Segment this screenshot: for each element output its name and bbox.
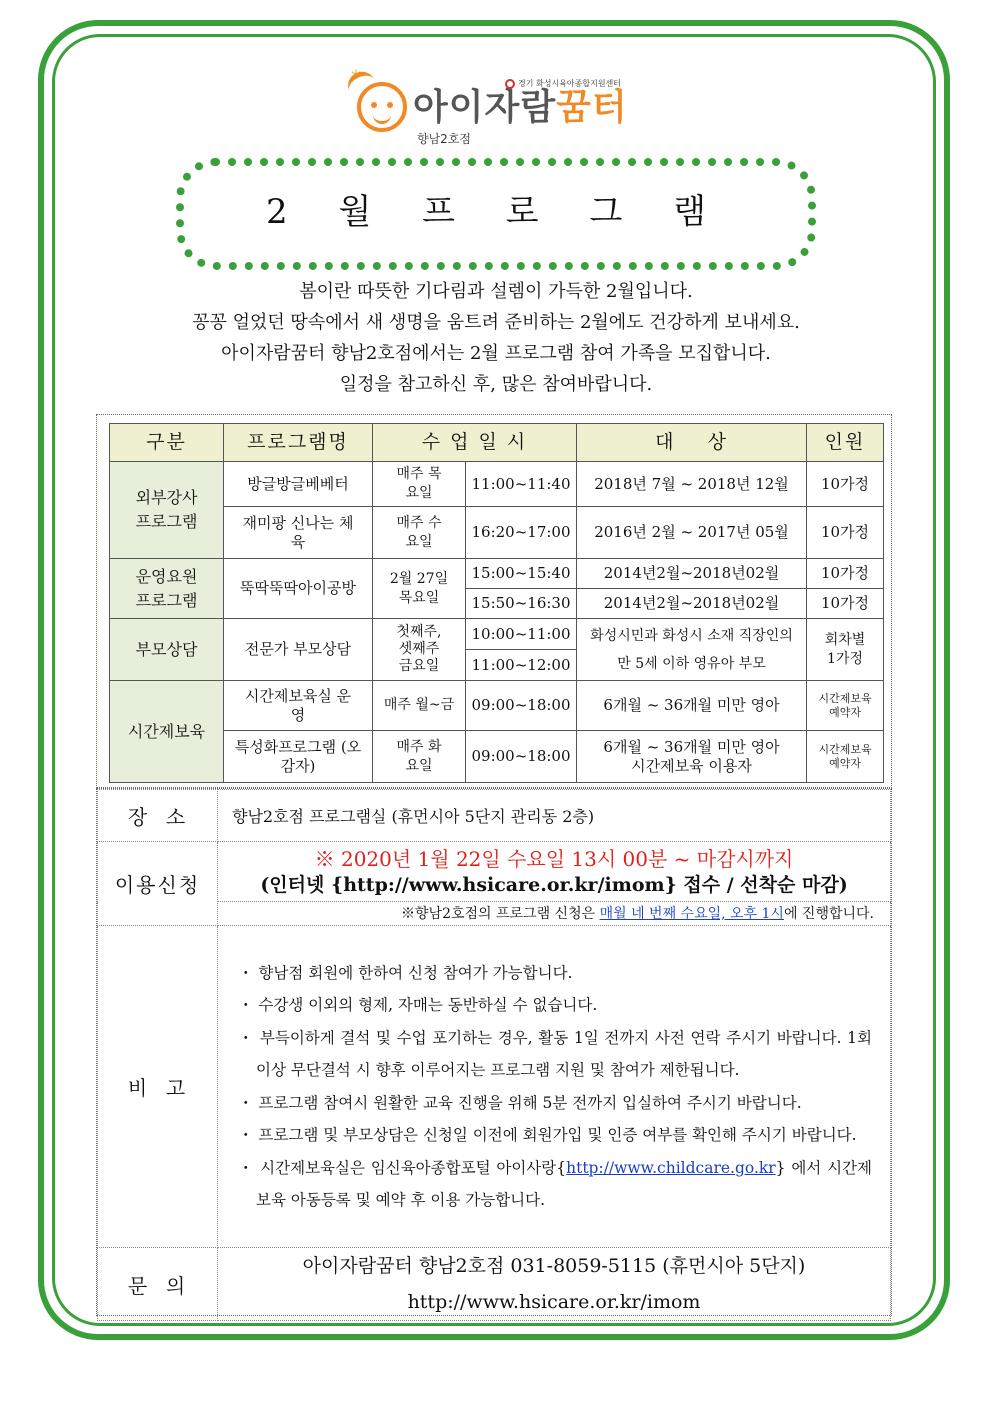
intro-line: 봄이란 따뜻한 기다림과 설렘이 가득한 2월입니다. <box>299 281 693 302</box>
apply-note-pre: ※향남2호점의 프로그램 신청은 <box>401 905 600 922</box>
header-category: 구분 <box>110 424 224 462</box>
table-header-row <box>110 424 884 462</box>
table-row <box>110 559 884 589</box>
category-cell: 운영요원 프로그램 <box>110 559 224 619</box>
notes-row <box>98 926 891 1248</box>
table-row <box>110 462 884 507</box>
header-program: 프로그램명 <box>224 424 373 462</box>
eye-icon <box>387 102 393 108</box>
note-item: ・ 향남점 회원에 한하여 신청 참여가 가능합니다. <box>238 963 573 982</box>
time-cell: 09:00~18:00 <box>466 731 577 783</box>
target-cell: 2018년 7월 ~ 2018년 12월 <box>577 462 807 507</box>
program-cell: 특성화프로그램 (오감자) <box>224 731 373 783</box>
time-cell: 09:00~18:00 <box>466 681 577 731</box>
notes-label: 비 고 <box>98 926 218 1248</box>
header-schedule: 수 업 일 시 <box>373 424 577 462</box>
schedule-table <box>109 423 884 783</box>
place-row <box>98 790 891 842</box>
target-cell: 2014년2월~2018년02월 <box>577 559 807 589</box>
count-cell: 10가정 <box>807 589 884 619</box>
childcare-link[interactable]: http://www.childcare.go.kr <box>566 1158 776 1177</box>
header-target: 대 상 <box>577 424 807 462</box>
contact-phone: 아이자람꿈터 향남2호점 031-8059-5115 (휴먼시아 5단지) <box>302 1255 806 1277</box>
day-cell: 매주 목요일 <box>373 462 466 507</box>
count-cell: 10가정 <box>807 507 884 559</box>
header-count: 인원 <box>807 424 884 462</box>
apply-note-post: 에 진행합니다. <box>783 905 874 922</box>
time-cell: 15:00~15:40 <box>466 559 577 589</box>
program-cell: 재미팡 신나는 체육 <box>224 507 373 559</box>
program-cell: 전문가 부모상담 <box>224 619 373 681</box>
logo <box>345 68 645 148</box>
schedule-section <box>96 414 892 788</box>
apply-cell <box>218 842 891 902</box>
time-cell: 15:50~16:30 <box>466 589 577 619</box>
day-cell: 매주 수요일 <box>373 507 466 559</box>
contact-cell <box>218 1248 891 1321</box>
contact-url[interactable]: http://www.hsicare.or.kr/imom <box>407 1291 701 1313</box>
apply-deadline: ※ 2020년 1월 22일 수요일 13시 00분 ~ 마감시까지 <box>314 846 794 871</box>
count-cell: 시간제보육 예약자 <box>807 731 884 783</box>
day-cell: 2월 27일 목요일 <box>373 559 466 619</box>
logo-name-part1: 아이자람 <box>413 87 557 128</box>
apply-note <box>218 902 891 926</box>
place-value: 향남2호점 프로그램실 (휴먼시아 5단지 관리동 2층) <box>218 790 891 842</box>
program-cell: 뚝딱뚝딱아이공방 <box>224 559 373 619</box>
info-section <box>96 788 892 1316</box>
target-cell: 6개월 ~ 36개월 미만 영아 <box>577 681 807 731</box>
table-row <box>110 731 884 783</box>
contact-row <box>98 1248 891 1321</box>
center-name <box>505 78 621 89</box>
category-cell: 부모상담 <box>110 619 224 681</box>
count-cell: 10가정 <box>807 559 884 589</box>
logo-branch: 향남2호점 <box>417 132 472 146</box>
logo-name-part2: 꿈터 <box>556 87 628 128</box>
intro-text <box>60 276 932 400</box>
table-row <box>110 681 884 731</box>
notes-cell <box>218 926 891 1248</box>
target-cell: 2014년2월~2018년02월 <box>577 589 807 619</box>
logo-name <box>413 88 628 128</box>
place-label: 장 소 <box>98 790 218 842</box>
note-item: ・ 부득이하게 결석 및 수업 포기하는 경우, 활동 1일 전까지 사전 연락 주시기 바랍니다. 1회 이상 무단결석 시 향후 이루어지는 프로그램 지원 및 참여가 제한됩니다. <box>238 1028 872 1079</box>
apply-note-link: 매월 네 번째 수요일, 오후 1시 <box>599 905 784 922</box>
eye-icon <box>371 102 377 108</box>
info-table <box>97 789 891 1321</box>
time-cell: 11:00~11:40 <box>466 462 577 507</box>
note-text: ・ 시간제보육실은 임신육아종합포털 아이사랑{ <box>238 1158 567 1177</box>
intro-line: 일정을 참고하신 후, 많은 참여바랍니다. <box>339 374 653 395</box>
page-title: 2 월 프 로 그 램 <box>266 192 726 232</box>
note-text: } 에서 시간제보육 아동등록 및 예약 후 이용 가능합니다. <box>256 1158 872 1209</box>
intro-line: 꽁꽁 얼었던 땅속에서 새 생명을 움트려 준비하는 2월에도 건강하게 보내세요. <box>192 312 800 333</box>
count-cell: 시간제보육 예약자 <box>807 681 884 731</box>
note-item: ・ 수강생 이외의 형제, 자매는 동반하실 수 없습니다. <box>238 996 598 1014</box>
contact-label: 문 의 <box>98 1248 218 1321</box>
program-cell: 시간제보육실 운영 <box>224 681 373 731</box>
table-row <box>110 619 884 650</box>
apply-row <box>98 842 891 902</box>
program-cell: 방글방글베베터 <box>224 462 373 507</box>
time-cell: 10:00~11:00 <box>466 619 577 650</box>
note-item <box>238 1152 872 1217</box>
table-row <box>110 507 884 559</box>
center-logo-icon <box>505 79 515 89</box>
target-cell: 2016년 2월 ~ 2017년 05월 <box>577 507 807 559</box>
time-cell: 11:00~12:00 <box>466 650 577 681</box>
note-item: ・ 프로그램 참여시 원활한 교육 진행을 위해 5분 전까지 입실하여 주시기 바랍니다. <box>238 1093 802 1112</box>
day-cell: 매주 월~금 <box>373 681 466 731</box>
day-cell: 매주 화요일 <box>373 731 466 783</box>
star-icon: * <box>351 66 361 90</box>
category-cell: 외부강사 프로그램 <box>110 462 224 559</box>
target-cell: 화성시민과 화성시 소재 직장인의 만 5세 이하 영유아 부모 <box>577 619 807 681</box>
note-item: ・ 프로그램 및 부모상담은 신청일 이전에 회원가입 및 인증 여부를 확인해 주시기 바랍니다. <box>238 1126 857 1144</box>
count-cell: 회차별 1가정 <box>807 619 884 681</box>
apply-label: 이용신청 <box>98 842 218 926</box>
center-name-text: 경기 화성시육아종합지원센터 <box>518 79 622 88</box>
category-cell: 시간제보육 <box>110 681 224 783</box>
smiley-face-icon <box>357 82 407 132</box>
day-cell: 첫째주, 셋째주 금요일 <box>373 619 466 681</box>
time-cell: 16:20~17:00 <box>466 507 577 559</box>
target-cell: 6개월 ~ 36개월 미만 영아 시간제보육 이용자 <box>577 731 807 783</box>
mouth-icon <box>373 112 391 124</box>
count-cell: 10가정 <box>807 462 884 507</box>
intro-line: 아이자람꿈터 향남2호점에서는 2월 프로그램 참여 가족을 모집합니다. <box>221 343 771 364</box>
apply-method: (인터넷 {http://www.hsicare.or.kr/imom} 접수 / 선착순 마감) <box>260 873 848 896</box>
